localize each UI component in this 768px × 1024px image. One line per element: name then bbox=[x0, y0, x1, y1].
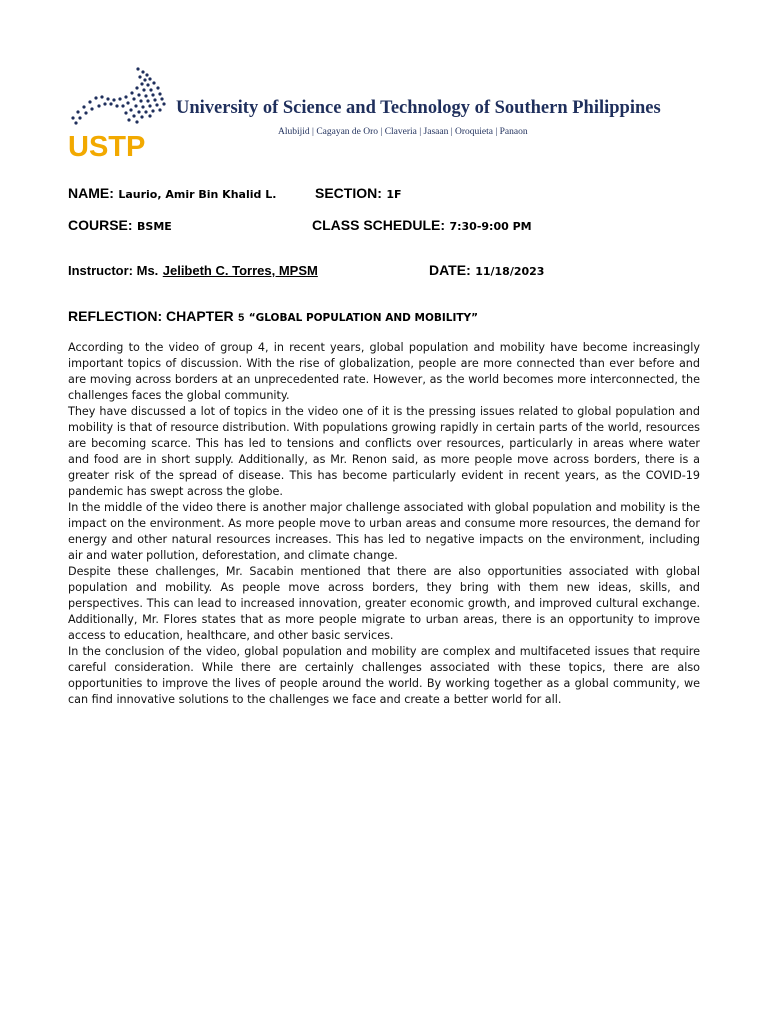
campus-list: Alubijid | Cagayan de Oro | Claveria | Jasaan | Oroquieta | Panaon bbox=[278, 127, 528, 137]
name-label: NAME: bbox=[68, 185, 114, 201]
reflection-body bbox=[68, 340, 700, 708]
course-label: COURSE: bbox=[68, 217, 133, 233]
ustp-logo-icon bbox=[68, 66, 178, 160]
paragraph: Despite these challenges, Mr. Sacabin mentioned that there are also opportunities associated with global population and mobility. As people move across borders, they bring with them new ideas, skills, and perspectives. This can lead to increased innovation, greater economic growth, and improved cultural exchange. Additionally, Mr. Flores states that as more people migrate to urban areas, there is an opportunity to improve access to education, healthcare, and other basic services. bbox=[68, 565, 700, 642]
university-name: University of Science and Technology of Southern Philippines bbox=[176, 98, 661, 118]
section-row bbox=[315, 185, 402, 203]
date-label: DATE: bbox=[429, 262, 471, 278]
course-row bbox=[68, 217, 172, 235]
paragraph: According to the video of group 4, in recent years, global population and mobility have become increasingly important topics of discussion. With the rise of globalization, people are more connected than ever before and are moving across borders at an unprecedented rate. However, as the world becomes more interconnected, the challenges faces the global community. bbox=[68, 341, 700, 402]
reflection-heading bbox=[68, 308, 478, 326]
name-row bbox=[68, 185, 276, 203]
schedule-label: CLASS SCHEDULE: bbox=[312, 217, 446, 233]
constellation-dots-icon bbox=[71, 67, 165, 124]
name-value: Laurio, Amir Bin Khalid L. bbox=[118, 188, 277, 201]
paragraph: They have discussed a lot of topics in the video one of it is the pressing issues related to global population and mobility is that of resource distribution. With populations growing rapidly in certain parts of the world, resources are becoming scarce. This has led to tensions and conflicts over resources, particularly in areas where water and food are in short supply. Additionally, as Mr. Renon said, as more people move across borders, there is a greater risk of the spread of disease. This has become particularly evident in recent years, as the COVID-19 pandemic has swept across the globe. bbox=[68, 405, 700, 498]
date-value: 11/18/2023 bbox=[475, 265, 545, 278]
instructor-row bbox=[68, 262, 318, 280]
chapter-number: 5 bbox=[238, 312, 245, 324]
letterhead bbox=[68, 66, 708, 160]
reflection-label: REFLECTION: CHAPTER bbox=[68, 308, 234, 324]
paragraph: In the conclusion of the video, global population and mobility are complex and multifaceted issues that require careful consideration. While there are certainly challenges associated with these topics, there are also opportunities to improve the lives of people around the world. By working together as a global community, we can find innovative solutions to the challenges we face and create a better world for all. bbox=[68, 645, 700, 706]
section-label: SECTION: bbox=[315, 185, 382, 201]
schedule-value: 7:30-9:00 PM bbox=[449, 220, 532, 233]
chapter-title: “GLOBAL POPULATION AND MOBILITY” bbox=[248, 312, 479, 324]
schedule-row bbox=[312, 217, 532, 235]
course-value: BSME bbox=[137, 220, 172, 233]
instructor-name: Jelibeth C. Torres, MPSM bbox=[162, 263, 318, 278]
paragraph: In the middle of the video there is another major challenge associated with global population and mobility is the impact on the environment. As more people move to urban areas and consume more resources, the demand for energy and other natural resources increases. This has led to negative impacts on the environment, including air and water pollution, deforestation, and climate change. bbox=[68, 501, 700, 562]
section-value: 1F bbox=[386, 188, 402, 201]
logo-wordmark: USTP bbox=[68, 131, 146, 160]
instructor-label: Instructor: Ms. bbox=[68, 263, 159, 278]
date-row bbox=[429, 262, 544, 280]
